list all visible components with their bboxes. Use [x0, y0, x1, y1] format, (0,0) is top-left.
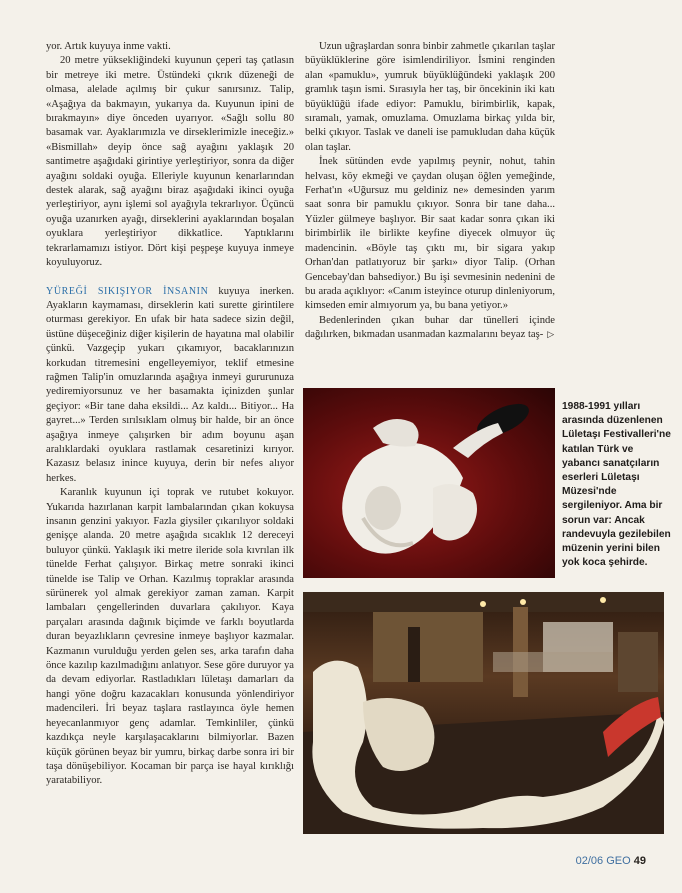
continue-arrow-icon: ▷ [547, 330, 555, 341]
article-column-right [305, 40, 555, 343]
photo-caption: 1988-1991 yılları arasında düzenlenen Lületaşı Festivalleri'ne katılan Türk ve yabancı sanatçıların eserleri Lületaşı Müzesi'nde sergileniyor. Ama bir sorun var: Ancak randevuyla gezilebilen müzenin yerini bilen yok koca şehirde. [562, 401, 671, 569]
meerschaum-pipe-photo [303, 388, 555, 578]
lead-rest: kuyuya inerken. Ayakların kaymaması, dirseklerin kati surette girintilere oturması gerekiyor. En ufak bir hata sadece sizin değil, üstüne düşeceğiniz diğer kişilerin de hayatına mal olabilir çünkü. Vazgeçip yukarı çıkamıyor, bacaklarınızın korkudan titremesini engelleyemiyor, teklif etmesine rağmen Talip'in omuzlarında aşağıya inmeyi gururunuza yediremiyorsunuz ve her basamakta içinizden şunlar geçiyor: «Bir tane daha eksildi... Az kaldı... Bitiyor... Ha gayret...» Terden sırılsıklam olmuş bir halde, bir an önce aşağıya inmeye çalışırken bir adım boyunu aşan aralıklardaki oyuklara rastlamak cesaretinizi kırıyor. Kazasız belasız inince kuyuya, derin bir nefes alıyor herkes. [46, 285, 294, 484]
issue-label: 02/06 GEO [575, 855, 631, 867]
paragraph: Uzun uğraşlardan sonra binbir zahmetle çıkarılan taşlar büyüklüklerine göre isimlendiriliyor. İsmini renginden alan «pamuklu», yumruk büyüklüğündeki yaklaşık 200 gramlık taşın ismi. Sırasıyla her taş, bir öncekinin iki katı büyüklüğü ifade ediyor: Pamuklu, birimbirlik, kapak, sıramalı, yamak, omuzlama. Omuzlama birkaç yılda bir, belki çıkıyor. Taslak ve daneli ise pamukludan daha küçük olan taşlar. [305, 41, 555, 153]
paragraph: 20 metre yüksekliğindeki kuyunun çeperi taş çatlasın bir metreye iki metre. Üstündeki çıkrık düzeneği de olmasa, alelade açılmış bir çukur sanırsınız. Talip, «Aşağıya da bakmayın, yukarıya da. Kuyunun ipini de bırakmayın» diye önceden uyarıyor. «Sağlı sollu 80 basamak var. Ayaklarımızla ve dirseklerimizle ineceğiz.» «Bismillah» deyip önce sağ ayağını yaklaşık 20 santimetre aşağıdaki girintiye yerleştiriyor, sonra da diğer ayağını soldaki oyuğa. Elleriyle kuyunun kenarlarından destek alarak, sağ ayağını biraz aşağıdaki ikinci oyuğa yerleştiriyor, aynı işlemi sol ayağıyla tekrarlıyor. Üçüncü oyuğa uzanırken ayağı, dirseklerini ayaklarından boşalan oyuklara yerleştiriyor dikkatlice. Yaptıklarını tekrarlamamızı istiyor. Dört kişi peşpeşe kuyuya inmeye koyuluyoruz. [46, 55, 294, 269]
paragraph: Karanlık kuyunun içi toprak ve rutubet kokuyor. Yukarıda hazırlanan karpit lambalarından çıkan kokuysa insanın genzini yakıyor. Fazla giysiler çıkarılıyor soldaki genişçe alanda. 20 metre aşağıda sıcaklık 12 dereceyi buluyor çünkü. Yaklaşık iki metre ileride sola kıvrılan ilk tünelde Ferhat çalışıyor. Birkaç metre sonraki ikinci tünelde ise Talip ve Orhan. Kazılmış topraklar arasında sürünerek yol almak gerekiyor zaman zaman. Karpit lambaları çengellerinden duvarlara çakılıyor. Kaya parçaları arasında dağınık biçimde ve farklı boyutlarda duran beyazlıkların çevresine inmeye başlıyor kazmalar. Kazmanın vurulduğu yerden gelen ses, arka tarafın daha önce kazılıp kazılmadığını anlatıyor. Sese göre duruyor ya da devam ediyorlar. Rastladıkları lületaşı damarları da hangi yöne doğru kazacakları konusunda yönlendiriyor madencileri. İri beyaz taşlara rastlayınca öyle hemen heyecanlanmıyor genç adamlar. Temkinliler, çünkü kazdıkça neyle karşılaşacaklarını bilmiyorlar. Bazen küçük görünen beyaz bir yumru, birkaç darbe sonra iri bir taşa dönüşebiliyor. Kocaman bir parça ise hayal kırıklığı yaratabiliyor. [46, 487, 294, 787]
article-column-left [46, 40, 294, 789]
paragraph: yor. Artık kuyuya inme vakti. [46, 41, 171, 52]
page-footer [576, 855, 646, 867]
page-number: 49 [633, 855, 646, 867]
paragraph: İnek sütünden evde yapılmış peynir, nohut, tahin helvası, köy ekmeği ve çaydan oluşan öğlen yemeğinde, Ferhat'ın «Uğursuz mu geldiniz ne» demesinden yarım saat sonra bir pamuklu çıkıyor. Sonra bir tane daha... Yüzler gülmeye başlıyor. Bir saat kadar sonra çıkan iki birimbirlik ile birlikte keyfine diyecek olmuyor üç madencinin. «Böyle taş çıktı mı, bir sigara yakıp Orhan'dan patlatıyoruz bir şarkı» diyor Talip. (Orhan Gencebay'dan bahsediyor.) Bu işi sevmesinin nedenini de bu arada açıklıyor: «Canım isteyince oturup dinleniyorum, kimseden emir almıyorum ya, bu bana yetiyor.» [305, 156, 555, 312]
paragraph-lead [46, 285, 294, 487]
lead-in: YÜREĞİ SIKIŞIYOR İNSANIN [46, 285, 209, 297]
paragraph [305, 314, 555, 343]
paragraph-text: Bedenlerinden çıkan buhar dar tünelleri içinde dağılırken, bıkmadan usanmadan kazmalarını beyaz taş- [305, 314, 555, 341]
museum-exhibit-photo [303, 592, 664, 834]
